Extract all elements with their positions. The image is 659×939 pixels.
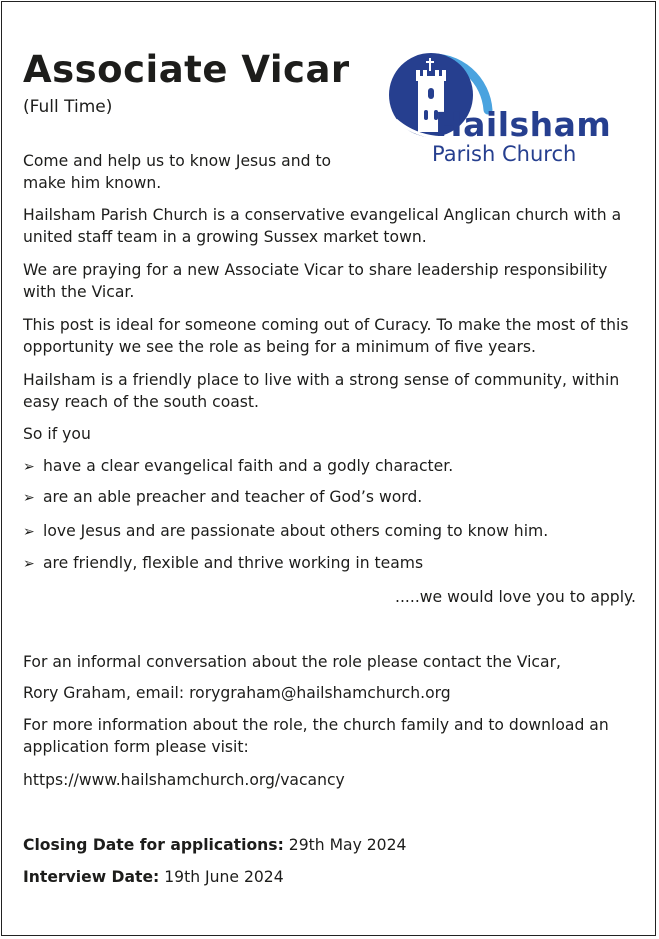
hailsham-parish-church-logo bbox=[388, 50, 636, 170]
page-subtitle: (Full Time) bbox=[23, 97, 113, 117]
page-title: Associate Vicar bbox=[23, 48, 350, 91]
paragraph-1: Hailsham Parish Church is a conservative evangelical Anglican church with a united staff team in a growing Sussex market town. bbox=[23, 206, 622, 246]
contact-line: For an informal conversation about the role please contact the Vicar, bbox=[23, 653, 561, 671]
paragraph-3: This post is ideal for someone coming out of Curacy. To make the most of this opportunity we see the role as being for a minimum of five years. bbox=[23, 316, 629, 356]
paragraph-4: Hailsham is a friendly place to live with a strong sense of community, within easy reach of the south coast. bbox=[23, 371, 620, 411]
bullet-text: love Jesus and are passionate about others coming to know him. bbox=[43, 522, 549, 540]
logo-subname: Parish Church bbox=[432, 142, 577, 166]
interview-date-value: 19th June 2024 bbox=[159, 868, 284, 886]
arrow-bullet-icon: ➢ bbox=[23, 524, 35, 540]
bullet-item bbox=[23, 520, 548, 543]
closing-date bbox=[23, 834, 406, 856]
bullet-item bbox=[23, 486, 422, 509]
arrow-bullet-icon: ➢ bbox=[23, 459, 35, 475]
interview-date bbox=[23, 866, 284, 888]
bullet-item bbox=[23, 455, 453, 478]
paragraph-5: So if you bbox=[23, 425, 91, 443]
interview-date-label: Interview Date: bbox=[23, 868, 160, 886]
bullet-text: are friendly, flexible and thrive working in teams bbox=[43, 554, 424, 572]
apply-closing-line: .....we would love you to apply. bbox=[395, 588, 636, 606]
logo-name: Hailsham bbox=[435, 105, 612, 144]
bullet-text: are an able preacher and teacher of God’s word. bbox=[43, 488, 423, 506]
bullet-item bbox=[23, 552, 423, 575]
arrow-bullet-icon: ➢ bbox=[23, 556, 35, 572]
contact-email-line: Rory Graham, email: rorygraham@hailshamchurch.org bbox=[23, 684, 451, 702]
paragraph-2: We are praying for a new Associate Vicar to share leadership responsibility with the Vicar. bbox=[23, 261, 608, 301]
vacancy-url: https://www.hailshamchurch.org/vacancy bbox=[23, 771, 345, 789]
bullet-text: have a clear evangelical faith and a godly character. bbox=[43, 457, 454, 475]
arrow-bullet-icon: ➢ bbox=[23, 490, 35, 506]
closing-date-value: 29th May 2024 bbox=[283, 836, 407, 854]
more-info-line: For more information about the role, the church family and to download an application form please visit: bbox=[23, 716, 609, 756]
intro-text: Come and help us to know Jesus and to make him known. bbox=[23, 152, 332, 192]
closing-date-label: Closing Date for applications: bbox=[23, 836, 284, 854]
